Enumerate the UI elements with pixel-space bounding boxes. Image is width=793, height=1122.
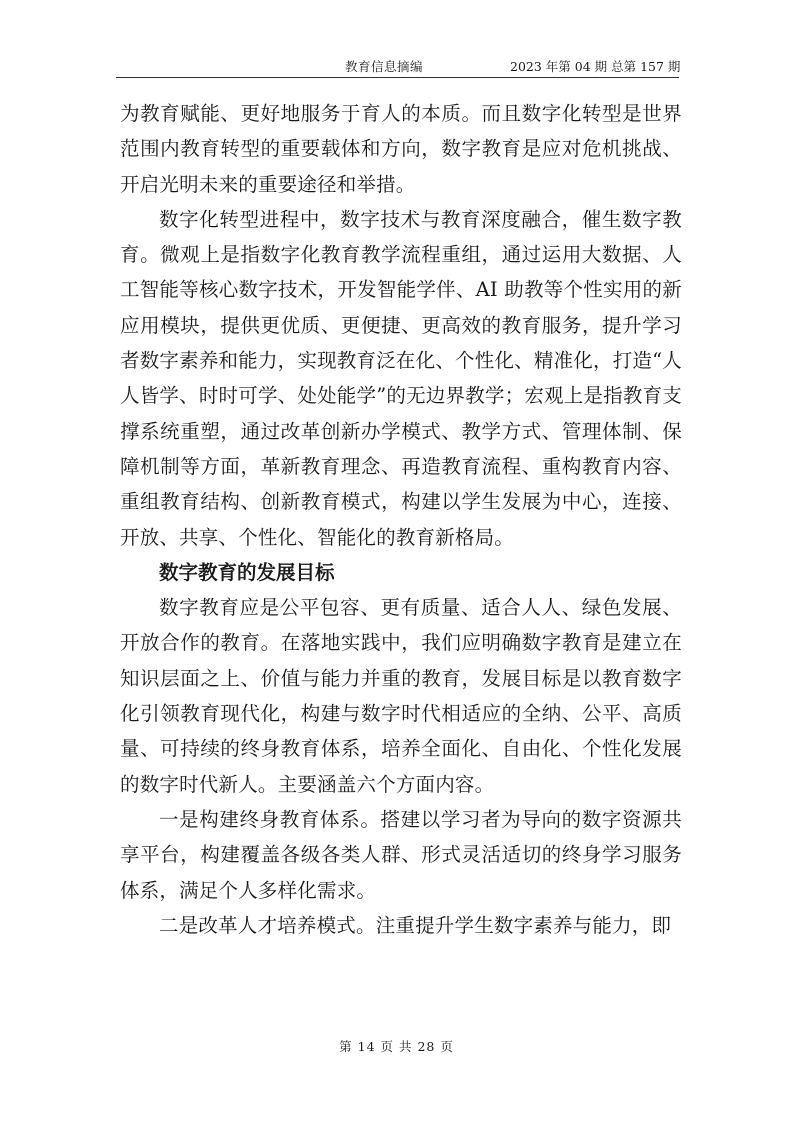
paragraph-talent-training: 二是改革人才培养模式。注重提升学生数字素养与能力，即 [159,913,672,937]
paragraph-lifelong-education: 一是构建终身教育体系。搭建以学习者为导向的数字资源共享平台，构建覆盖各级各类人群、形式灵活适切的终身学习服务体系，满足个人多样化需求。 [120,807,682,902]
page-header [0,0,793,80]
document-body [120,96,682,943]
issue-number: 2023 年第 04 期 总第 157 期 [510,59,681,74]
section-heading: 数字教育的发展目标 [159,560,335,584]
header-divider [116,77,679,78]
paragraph-development-goals: 数字教育应是公平包容、更有质量、适合人人、绿色发展、开放合作的教育。在落地实践中，我们应明确数字教育是建立在知识层面之上、价值与能力并重的教育，发展目标是以教育数字化引领教育现代化，构建与数字时代相适应的全纳、公平、高质量、可持续的终身教育体系，培养全面化、自由化、个性化发展的数字时代新人。主要涵盖六个方面内容。 [120,596,682,796]
publication-name: 教育信息摘编 [345,59,424,74]
page-footer: 第 14 页 共 28 页 [339,1039,454,1054]
paragraph-continued: 为教育赋能、更好地服务于育人的本质。而且数字化转型是世界范围内教育转型的重要载体和方向，数字教育是应对危机挑战、开启光明未来的重要途径和举措。 [120,102,682,196]
paragraph-digital-transformation: 数字化转型进程中，数字技术与教育深度融合，催生数字教育。微观上是指数字化教育教学流程重组，通过运用大数据、人工智能等核心数字技术，开发智能学伴、AI 助教等个性实用的新应用模块，提供更优质、更便捷、更高效的教育服务，提升学习者数字素养和能力，实现教育泛在化、个性化、精准化，打造“人人皆学、时时可学、处处能学”的无边界教学；宏观上是指教育支撑系统重塑，通过改革创新办学模式、教学方式、管理体制、保障机制等方面，革新教育理念、再造教育流程、重构教育内容、重组教育结构、创新教育模式，构建以学生发展为中心，连接、开放、共享、个性化、智能化的教育新格局。 [120,207,682,549]
